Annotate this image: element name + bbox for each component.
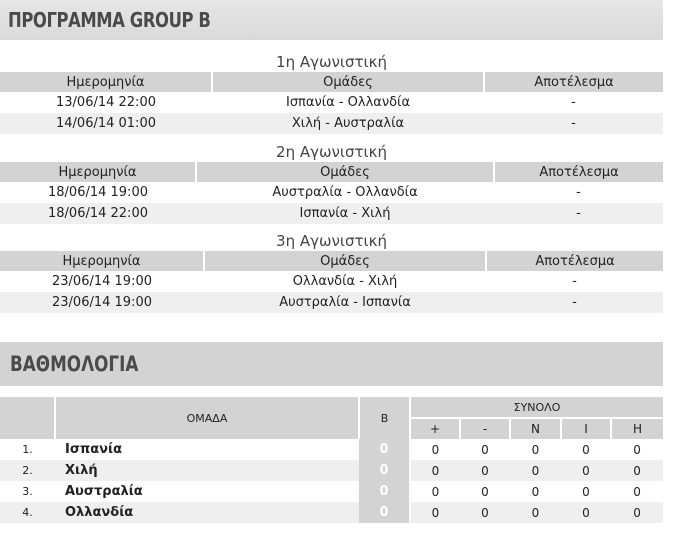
wins: 0 — [531, 442, 540, 457]
goals-against: 0 — [481, 442, 489, 457]
table-row — [0, 182, 663, 203]
match-date: 14/06/14 01:00 — [0, 113, 212, 134]
header-draws: Ι — [561, 418, 611, 439]
match-result: - — [494, 203, 663, 224]
round-3 — [0, 231, 663, 313]
column-header-date: Ημερομηνία — [0, 251, 204, 271]
round-2 — [0, 142, 663, 224]
losses: 0 — [611, 460, 663, 481]
table-row — [0, 292, 663, 313]
round-title: 1η Αγωνιστική — [276, 53, 387, 71]
round-title: 3η Αγωνιστική — [276, 232, 387, 250]
column-header-date: Ημερομηνία — [0, 72, 212, 92]
team-name: Ισπανία — [65, 442, 123, 457]
header-goals-for: + — [410, 418, 460, 439]
match-teams: Ισπανία - Ολλανδία — [285, 95, 411, 110]
standings-pos-header — [0, 397, 55, 439]
match-date: 23/06/14 19:00 — [0, 292, 204, 313]
match-date: 18/06/14 22:00 — [0, 203, 196, 224]
standings-title: ΒΑΘΜΟΛΟΓΙΑ — [10, 352, 139, 376]
goals-against: 0 — [460, 502, 510, 523]
column-header-teams: Ομάδες — [196, 162, 494, 182]
table-row — [0, 460, 663, 481]
standings-team-header: ΟΜΑΔΑ — [55, 397, 359, 439]
match-teams: Αυστραλία - Ισπανία — [204, 292, 486, 313]
team-points: 0 — [359, 502, 410, 523]
team-points: 0 — [359, 460, 410, 481]
match-result: - — [484, 113, 663, 134]
goals-for: 0 — [410, 502, 460, 523]
goals-for: 0 — [410, 460, 460, 481]
match-date: 13/06/14 22:00 — [56, 95, 156, 110]
team-name: Ολλανδία — [55, 502, 359, 523]
wins: 0 — [510, 502, 561, 523]
team-position: 4. — [0, 502, 55, 523]
table-row — [0, 439, 663, 460]
column-header-teams: Ομάδες — [212, 72, 484, 92]
team-position: 1. — [22, 443, 33, 456]
standings-points-header: Β — [359, 397, 410, 439]
match-teams: Χιλή - Αυστραλία — [212, 113, 484, 134]
team-position: 3. — [22, 485, 33, 498]
table-row — [0, 92, 663, 113]
wins: 0 — [510, 460, 561, 481]
fixtures-table — [0, 72, 663, 134]
team-name: Αυστραλία — [65, 484, 143, 499]
losses: 0 — [633, 484, 641, 499]
match-result: - — [571, 95, 576, 110]
team-points: 0 — [359, 439, 410, 460]
table-row — [0, 203, 663, 224]
table-row — [0, 271, 663, 292]
goals-for: 0 — [431, 484, 440, 499]
goals-against: 0 — [481, 484, 489, 499]
losses: 0 — [633, 442, 641, 457]
match-date: 23/06/14 19:00 — [52, 274, 152, 289]
draws: 0 — [582, 484, 590, 499]
team-name: Χιλή — [55, 460, 359, 481]
match-result: - — [572, 274, 577, 289]
match-teams: Αυστραλία - Ολλανδία — [272, 185, 418, 200]
wins: 0 — [531, 484, 540, 499]
column-header-teams: Ομάδες — [204, 251, 486, 271]
match-teams: Ισπανία - Χιλή — [196, 203, 494, 224]
column-header-date: Ημερομηνία — [0, 162, 196, 182]
table-row — [0, 481, 663, 502]
round-1 — [0, 52, 663, 134]
draws: 0 — [582, 442, 590, 457]
match-teams: Ολλανδία - Χιλή — [292, 274, 398, 289]
round-title: 2η Αγωνιστική — [276, 143, 387, 161]
page-title-bar — [0, 0, 663, 40]
header-wins: Ν — [510, 418, 561, 439]
team-points: 0 — [359, 481, 410, 502]
losses: 0 — [611, 502, 663, 523]
header-goals-against: - — [460, 418, 510, 439]
goals-for: 0 — [431, 442, 440, 457]
column-header-result: Αποτέλεσμα — [484, 72, 663, 92]
fixtures-table — [0, 251, 663, 313]
match-date: 18/06/14 19:00 — [48, 185, 148, 200]
standings-table — [0, 397, 663, 523]
column-header-result: Αποτέλεσμα — [486, 251, 663, 271]
match-result: - — [486, 292, 663, 313]
page-title: ΠΡΟΓΡΑΜΜΑ GROUP B — [8, 8, 211, 32]
draws: 0 — [561, 502, 611, 523]
standings-title-bar — [0, 342, 663, 386]
goals-against: 0 — [460, 460, 510, 481]
header-losses: Η — [611, 418, 663, 439]
fixtures-table — [0, 162, 663, 224]
team-position: 2. — [0, 460, 55, 481]
draws: 0 — [561, 460, 611, 481]
standings-total-header: ΣΥΝΟΛΟ — [410, 397, 663, 418]
column-header-result: Αποτέλεσμα — [494, 162, 663, 182]
table-row — [0, 502, 663, 523]
match-result: - — [576, 185, 581, 200]
table-row — [0, 113, 663, 134]
